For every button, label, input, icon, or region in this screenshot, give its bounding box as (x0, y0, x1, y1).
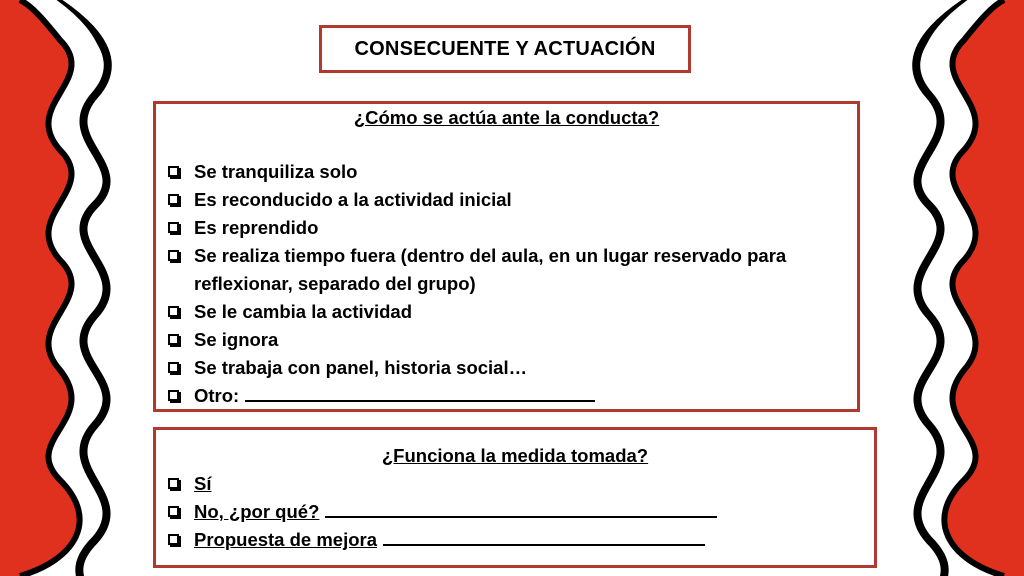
option-otro[interactable]: Otro: (168, 382, 857, 410)
left-scallop-border (0, 0, 150, 576)
response-options-list (156, 158, 857, 410)
page-title: CONSECUENTE Y ACTUACIÓN (319, 25, 691, 73)
checkbox-icon[interactable] (168, 506, 179, 517)
checkbox-icon[interactable] (168, 478, 179, 489)
measure-effectiveness-panel (153, 427, 877, 568)
checkbox-icon[interactable] (168, 534, 179, 545)
por-que-blank-field[interactable] (325, 498, 717, 518)
option-cambia-actividad[interactable]: Se le cambia la actividad (168, 298, 857, 326)
effectiveness-options-list (156, 470, 874, 554)
section2-heading: ¿Funciona la medida tomada? (381, 445, 649, 466)
checkbox-icon[interactable] (168, 306, 179, 317)
right-scallop-border (874, 0, 1024, 576)
option-reprendido[interactable]: Es reprendido (168, 214, 857, 242)
checkbox-icon[interactable] (168, 194, 179, 205)
option-reconducido[interactable]: Es reconducido a la actividad inicial (168, 186, 857, 214)
checkbox-icon[interactable] (168, 166, 179, 177)
checkbox-icon[interactable] (168, 362, 179, 373)
otro-blank-field[interactable] (245, 382, 595, 402)
option-ignora[interactable]: Se ignora (168, 326, 857, 354)
checkbox-icon[interactable] (168, 222, 179, 233)
checkbox-icon[interactable] (168, 334, 179, 345)
option-tranquiliza[interactable]: Se tranquiliza solo (168, 158, 857, 186)
option-no[interactable]: No, ¿por qué? (168, 498, 874, 526)
checkbox-icon[interactable] (168, 390, 179, 401)
section1-heading: ¿Cómo se actúa ante la conducta? (353, 107, 660, 128)
option-tiempo-fuera[interactable]: Se realiza tiempo fuera (dentro del aula, en un lugar reservado para reflexionar, separado del grupo) (168, 242, 857, 298)
behavior-response-panel (153, 101, 860, 412)
option-si[interactable]: Sí (168, 470, 874, 498)
propuesta-blank-field[interactable] (383, 526, 705, 546)
checkbox-icon[interactable] (168, 250, 179, 261)
option-propuesta[interactable]: Propuesta de mejora (168, 526, 874, 554)
option-panel-historia[interactable]: Se trabaja con panel, historia social… (168, 354, 857, 382)
